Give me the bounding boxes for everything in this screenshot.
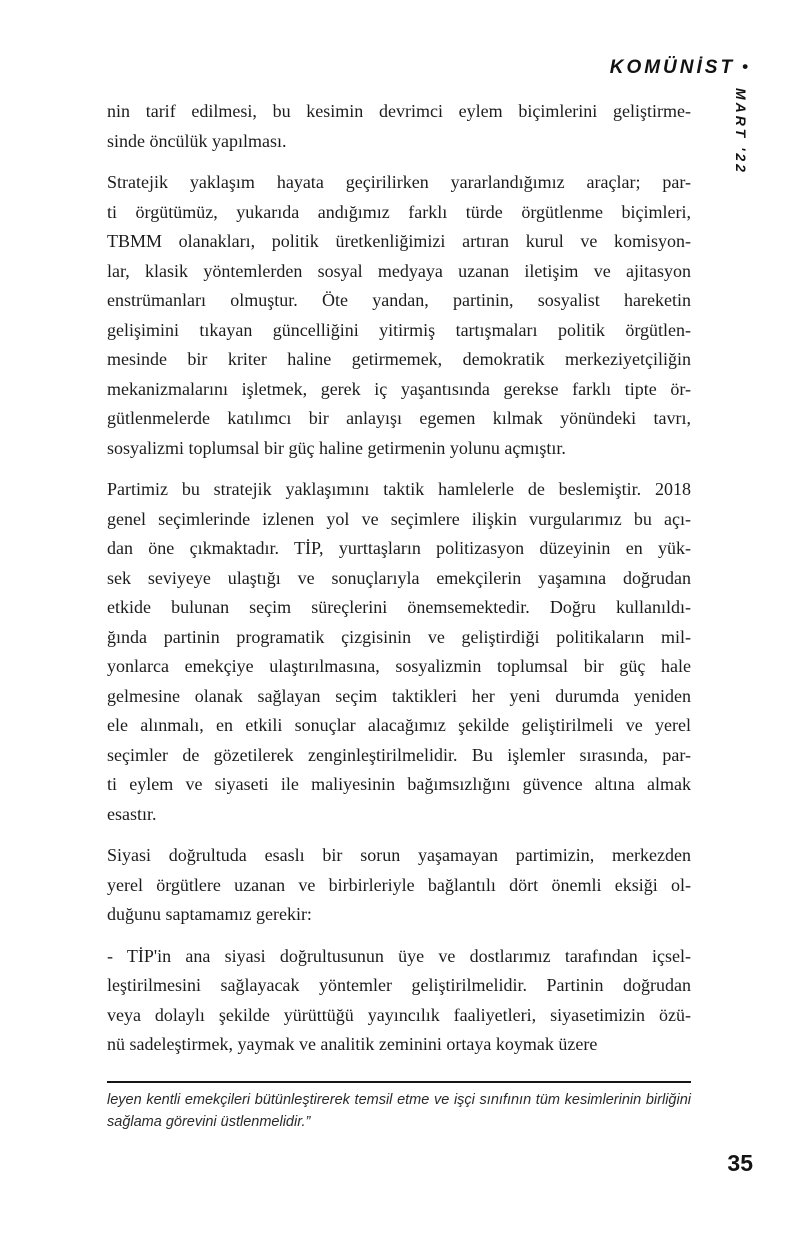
issue-date: MART '22 [733, 88, 749, 175]
text-line: nü sadeleştirmek, yaymak ve analitik zeminini ortaya koymak üzere [107, 1034, 598, 1054]
text-line: mesinde bir kriter haline getirmemek, demokratik merkeziyetçiliğin [107, 349, 691, 369]
page-number: 35 [727, 1150, 753, 1176]
text-line: Siyasi doğrultuda esaslı bir sorun yaşamayan partimizin, merkezden [107, 845, 691, 865]
journal-title: KOMÜNİST [609, 57, 736, 78]
text-line: yerel örgütlere uzanan ve birbirleriyle bağlantılı dört önemli eksiği ol- [107, 874, 691, 895]
text-line: leştirilmesini sağlayacak yöntemler geliştirilmelidir. Partinin doğrudan [107, 975, 691, 995]
paragraph [107, 841, 691, 930]
text-line: lar, klasik yöntemlerden sosyal medyaya uzanan iletişim ve ajitasyon [107, 260, 691, 281]
text-line: nin tarif edilmesi, bu kesimin devrimci eylem biçimlerini geliştirme- [107, 101, 691, 121]
text-line: Stratejik yaklaşım hayata geçirilirken yararlandığımız araçlar; par- [107, 172, 691, 192]
text-line: leyen kentli emekçileri bütünleştirerek temsil etme ve işçi sınıfının tüm kesimlerinin birliğini [107, 1092, 691, 1108]
text-line: esastır. [107, 803, 157, 824]
text-line: sinde öncülük yapılması. [107, 130, 287, 151]
text-line: enstrümanları olmuştur. Öte yandan, partinin, sosyalist hareketin [107, 290, 691, 310]
paragraph [107, 97, 691, 156]
text-line: duğunu saptamamız gerekir: [107, 904, 312, 924]
footnote-divider [107, 1081, 691, 1083]
text-line: ğında partinin programatik çizgisinin ve geliştirdiği politikaların mil- [107, 626, 691, 647]
text-line: seçimler de gözetilerek zenginleştirilmelidir. Bu işlemler sırasında, par- [107, 744, 691, 765]
footnote-lines [107, 1089, 691, 1133]
text-line: ti eylem ve siyaseti ile maliyesinin bağımsızlığını güvence altına almak [107, 774, 691, 794]
page-header [610, 57, 748, 79]
header-bullet-icon: • [742, 57, 748, 76]
text-line: gütlenmelerde katılımcı bir anlayışı egemen kılmak yönündeki tavrı, [107, 408, 691, 428]
text-line: sosyalizmi toplumsal bir güç haline getirmenin yolunu açmıştır. [107, 437, 566, 458]
text-line: Partimiz bu stratejik yaklaşımını taktik hamlelerle de beslemiştir. 2018 [107, 479, 691, 499]
text-line: mekanizmalarını işletmek, gerek iç yaşantısında gerekse farklı tipte ör- [107, 378, 691, 399]
body-paragraphs [107, 97, 691, 1060]
text-line: - TİP'in ana siyasi doğrultusunun üye ve dostlarımız tarafından içsel- [107, 945, 691, 966]
paragraph [107, 168, 691, 463]
paragraph [107, 942, 691, 1060]
text-line: gelmesine olanak sağlayan seçim taktikleri her yeni durumda yeniden [107, 685, 691, 706]
footnote [107, 1081, 691, 1133]
text-line: sek seviyeye ulaştığı ve sonuçlarıyla emekçilerin yaşamına doğrudan [107, 567, 691, 588]
text-line: dan öne çıkmaktadır. TİP, yurttaşların politizasyon düzeyinin en yük- [107, 538, 691, 558]
text-line: veya dolaylı şekilde yürüttüğü yayıncılık faaliyetleri, siyasetimizin özü- [107, 1004, 691, 1025]
text-line: etkide bulunan seçim süreçlerini önemsemektedir. Doğru kullanıldı- [107, 597, 691, 617]
text-line: genel seçimlerinde izlenen yol ve seçimlere ilişkin vurgularımız bu açı- [107, 508, 691, 529]
text-line: gelişimini tıkayan güncelliğini yitirmiş tartışmaları politik örgütlen- [107, 319, 691, 340]
text-line: sağlama görevini üstlenmelidir.” [107, 1114, 311, 1130]
text-line: TBMM olanakları, politik üretkenliğimizi artıran kurul ve komisyon- [107, 231, 691, 251]
text-line: yonlarca emekçiye ulaştırılmasına, sosyalizmin toplumsal bir güç hale [107, 656, 691, 676]
text-line: ti örgütümüz, yukarıda andığımız farklı türde örgütlenme biçimleri, [107, 201, 691, 222]
paragraph [107, 475, 691, 829]
text-line: ele alınmalı, en etkili sonuçlar alacağımız şekilde geliştirilmeli ve yerel [107, 715, 691, 735]
